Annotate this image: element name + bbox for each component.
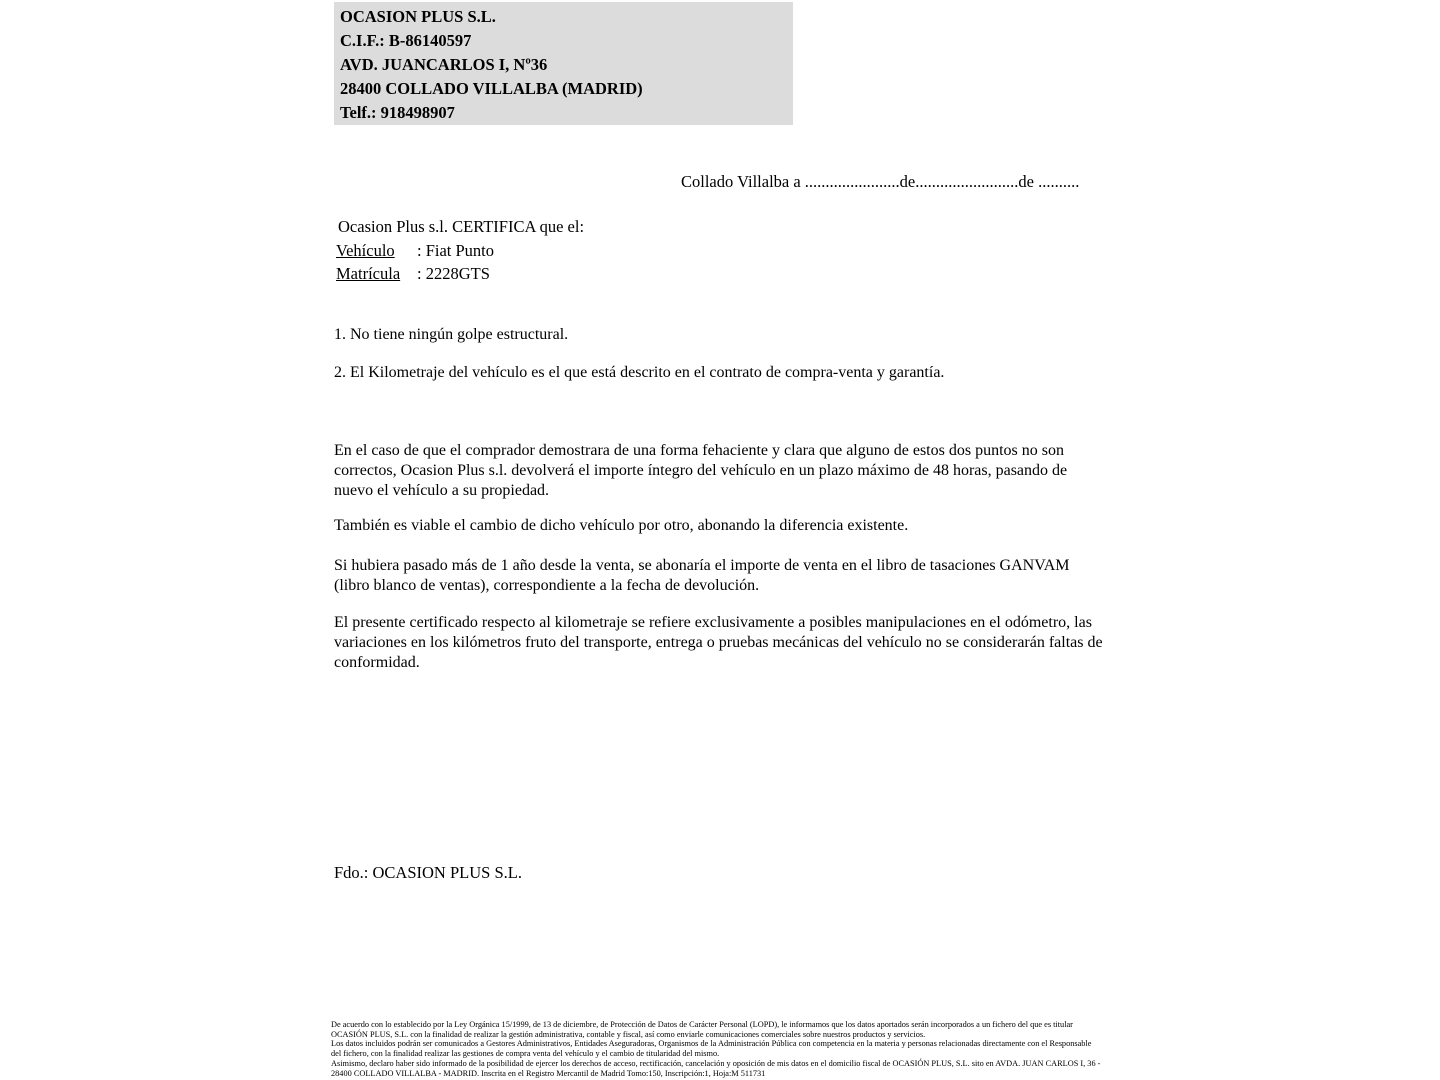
vehicle-line [336,241,494,261]
company-address: AVD. JUANCARLOS I, Nº36 [340,55,548,74]
company-cif: C.I.F.: B-86140597 [340,31,472,50]
company-header-box [334,2,793,125]
company-phone: Telf.: 918498907 [340,103,455,122]
certify-intro: Ocasion Plus s.l. CERTIFICA que el: [338,217,585,236]
legal-footer [331,1020,1103,1078]
date-line: Collado Villalba a .......................de.........................de .......... [681,172,1080,191]
signature-line: Fdo.: OCASION PLUS S.L. [334,863,522,882]
condition-point-1: 1. No tiene ningún golpe estructural. [334,326,569,343]
plate-line [336,264,490,284]
company-city: 28400 COLLADO VILLALBA (MADRID) [340,79,643,98]
company-name: OCASION PLUS S.L. [340,7,496,26]
odometer-paragraph: El presente certificado respecto al kilometraje se refiere exclusivamente a posibles manipulaciones en el odómetro, las variaciones en los kilómetros fruto del transporte, entrega o pruebas mecánicas del vehículo no se considerarán faltas de conformidad. [334,614,1103,671]
legal-paragraph-rights: Asimismo, declaro haber sido informado de la posibilidad de ejercer los derechos de acceso, rectificación, cancelación y oposición de mis datos en el domicilio fiscal de OCASIÓN PLUS, S.L. sito en AVDA. JUAN CARLOS I, 36 - 28400 COLLADO VILLALBA - MADRID. Inscrita en el Registro Mercantil de Madrid Tomo:150, Inscripción:1, Hoja:M 511731 [331,1058,1101,1078]
plate-value: : 2228GTS [417,264,490,283]
legal-paragraph-lopd: De acuerdo con lo establecido por la Ley Orgánica 15/1999, de 13 de diciembre, de Protección de Datos de Carácter Personal (LOPD), le informamos que los datos aportados serán incorporados a un fichero del que es titular OCASIÓN PLUS, S.L. con la finalidad de realizar la gestión administrativa, contable y fiscal, así como enviarle comunicaciones comerciales sobre nuestros productos y servicios. [331,1020,1073,1039]
legal-paragraph-data-sharing: Los datos incluidos podrán ser comunicados a Gestores Administrativos, Entidades Aseguradoras, Organismos de la Administración Pública con competencia en la materia y personas relacionadas directamente con el Responsable del fichero, con la finalidad realizar las gestiones de compra venta del vehículo y el cambio de titularidad del mismo. [331,1039,1092,1059]
vehicle-label-field [336,241,417,261]
plate-label: Matrícula [336,264,401,283]
vehicle-label: Vehículo [336,241,395,260]
refund-paragraph: En el caso de que el comprador demostrara de una forma fehaciente y clara que alguno de estos dos puntos no son correctos, Ocasion Plus s.l. devolverá el importe íntegro del vehículo en un plazo máximo de 48 horas, pasando de nuevo el vehículo a su propiedad. [334,442,1068,499]
ganvam-paragraph: Si hubiera pasado más de 1 año desde la venta, se abonaría el importe de venta en el libro de tasaciones GANVAM (libro blanco de ventas), correspondiente a la fecha de devolución. [334,557,1070,594]
condition-point-2: 2. El Kilometraje del vehículo es el que está descrito en el contrato de compra-venta y garantía. [334,364,945,381]
exchange-paragraph: También es viable el cambio de dicho vehículo por otro, abonando la diferencia existente. [334,517,909,534]
vehicle-value: : Fiat Punto [417,241,495,260]
plate-label-field [336,264,417,284]
